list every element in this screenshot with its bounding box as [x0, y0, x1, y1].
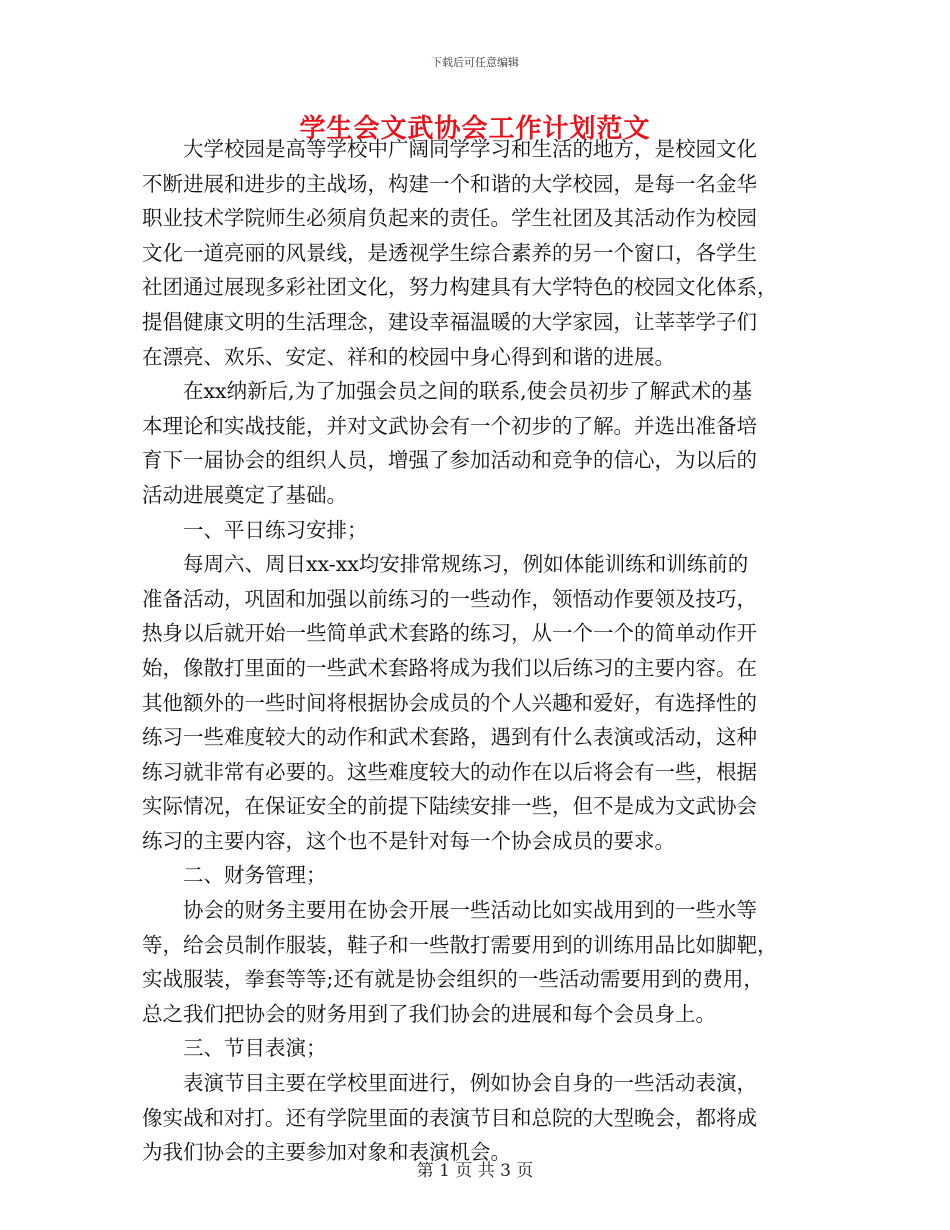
page-number-footer: 第 1 页 共 3 页	[416, 1161, 534, 1181]
paragraph-intro: 大学校园是高等学校中广阔同学学习和生活的地方，是校园文化 不断进展和进步的主战场，构建一个和谐的大学校园，是每一名金华 职业技术学院师生必须肩负起来的责任。学生社团及其活动作为校园 文化一道亮丽的风景线，是透视学生综合素养的另一个窗口，各学生 社团通过展现多彩社团文化，努力构建具有大学特色的校园文化体系， 提倡健康文明的生活理念，建设幸福温暖的大学家园，让莘莘学子们 在漂亮、欢乐、安定、祥和的校园中身心得到和谐的进展。	[142, 137, 778, 369]
document-title: 学生会文武协会工作计划范文	[299, 114, 651, 144]
section-heading-finance: 二、财务管理；	[183, 863, 327, 888]
section-heading-performance: 三、节目表演；	[183, 1036, 327, 1061]
document-body	[142, 132, 802, 1170]
paragraph-finance: 协会的财务主要用在协会开展一些活动比如实战用到的一些水等 等，给会员制作服装，鞋子和一些散打需要用到的训练用品比如脚靶， 实战服装，拳套等等;还有就是协会组织的一些活动需要用到的费用， 总之我们把协会的财务用到了我们协会的进展和每个会员身上。	[142, 898, 778, 1026]
paragraph-performance: 表演节目主要在学校里面进行，例如协会自身的一些活动表演， 像实战和对打。还有学院里面的表演节目和总院的大型晚会，都将成 为我们协会的主要参加对象和表演机会。	[142, 1071, 757, 1165]
section-heading-practice: 一、平日练习安排；	[183, 517, 368, 542]
paragraph-recruitment: 在xx纳新后,为了加强会员之间的联系,使会员初步了解武术的基 本理论和实战技能，并对文武协会有一个初步的了解。并选出准备培 育下一届协会的组织人员，增强了参加活动和竞争的信心，为以后的 活动进展奠定了基础。	[142, 379, 757, 507]
paragraph-practice: 每周六、周日xx-xx均安排常规练习，例如体能训练和训练前的 准备活动，巩固和加强以前练习的一些动作，领悟动作要领及技巧， 热身以后就开始一些简单武术套路的练习，从一个一个的简单动作开 始，像散打里面的一些武术套路将成为我们以后练习的主要内容。在 其他额外的一些时间将根据协会成员的个人兴趣和爱好，有选择性的 练习一些难度较大的动作和武术套路，遇到有什么表演或活动，这种 练习就非常有必要的。这些难度较大的动作在以后将会有一些，根据 实际情况，在保证安全的前提下陆续安排一些，但不是成为文武协会 练习的主要内容，这个也不是针对每一个协会成员的要求。	[142, 552, 757, 853]
page-header-note: 下载后可任意编辑	[431, 56, 519, 69]
